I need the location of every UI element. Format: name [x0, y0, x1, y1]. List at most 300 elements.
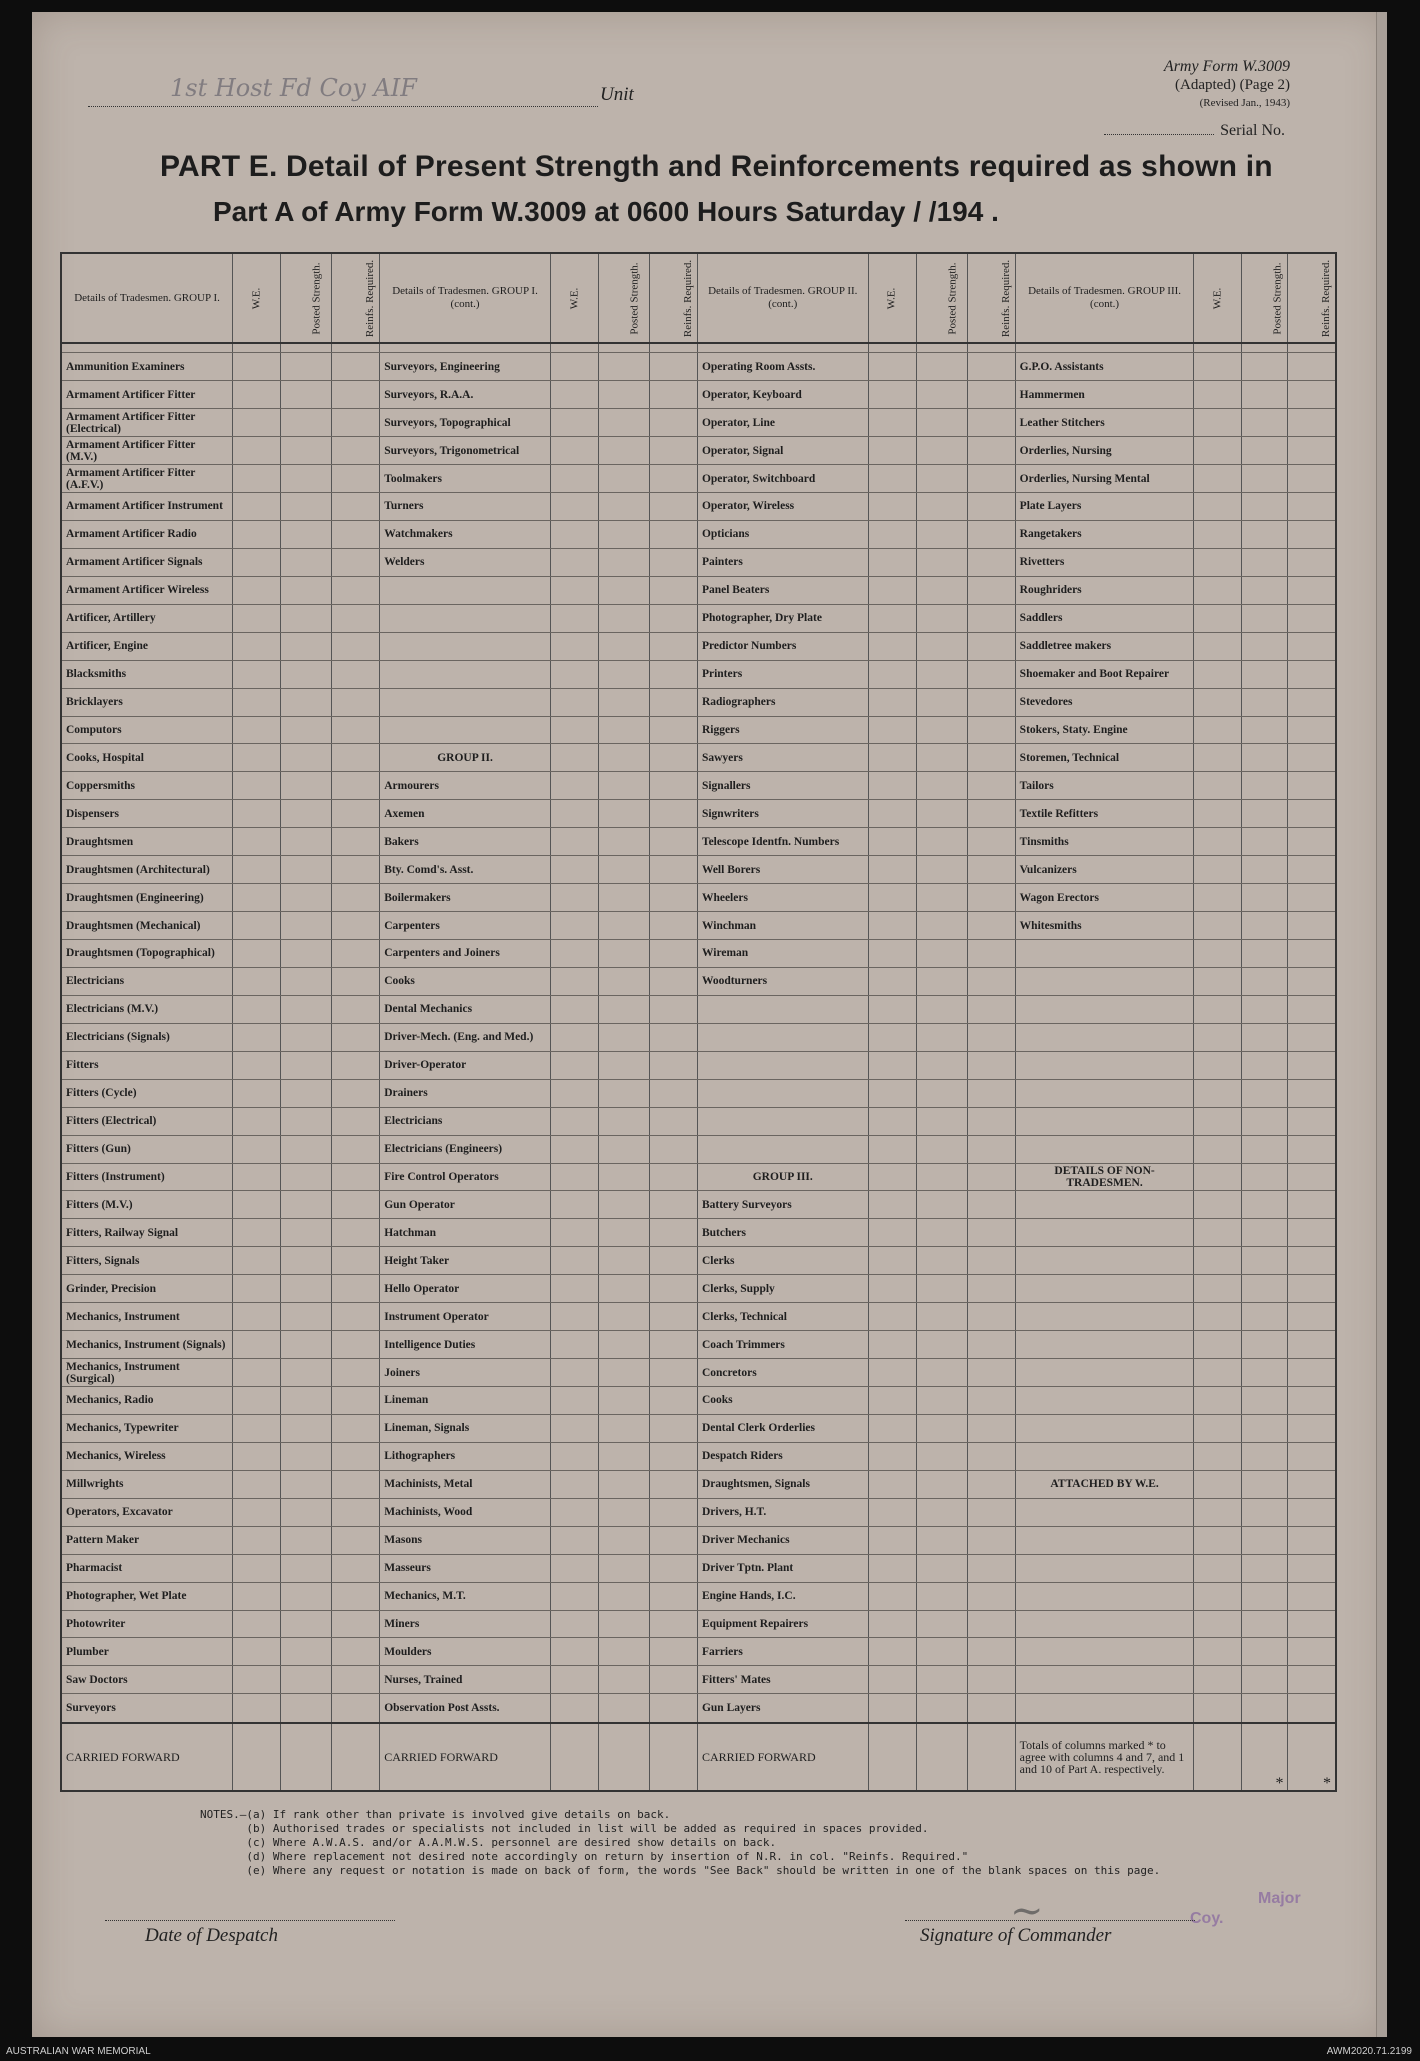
we-cell[interactable] — [868, 576, 916, 604]
posted-cell[interactable] — [916, 828, 967, 856]
posted-cell[interactable] — [1242, 437, 1288, 465]
we-cell[interactable] — [233, 1610, 281, 1638]
we-cell[interactable] — [550, 1107, 598, 1135]
posted-cell[interactable] — [598, 1135, 649, 1163]
reinfs-cell[interactable] — [1288, 1023, 1336, 1051]
reinfs-cell[interactable] — [649, 688, 697, 716]
posted-cell[interactable] — [916, 1694, 967, 1723]
we-cell[interactable] — [233, 1023, 281, 1051]
reinfs-cell[interactable] — [332, 1526, 380, 1554]
we-cell[interactable] — [1194, 409, 1242, 437]
reinfs-cell[interactable] — [1288, 1219, 1336, 1247]
posted-cell[interactable] — [1242, 1582, 1288, 1610]
we-cell[interactable] — [233, 1694, 281, 1723]
reinfs-cell[interactable] — [332, 1359, 380, 1387]
we-cell[interactable] — [550, 1387, 598, 1415]
we-cell[interactable] — [868, 632, 916, 660]
reinfs-cell[interactable] — [967, 437, 1015, 465]
reinfs-cell[interactable] — [967, 660, 1015, 688]
reinfs-cell[interactable] — [967, 1331, 1015, 1359]
we-cell[interactable] — [233, 1470, 281, 1498]
reinfs-cell[interactable] — [649, 1554, 697, 1582]
reinfs-cell[interactable] — [1288, 1554, 1336, 1582]
we-cell[interactable] — [233, 1163, 281, 1191]
we-cell[interactable] — [233, 632, 281, 660]
we-cell[interactable] — [233, 660, 281, 688]
reinfs-cell[interactable] — [649, 632, 697, 660]
posted-cell[interactable] — [598, 1638, 649, 1666]
we-cell[interactable] — [1194, 1442, 1242, 1470]
we-cell[interactable] — [1194, 1638, 1242, 1666]
posted-cell[interactable] — [1242, 353, 1288, 381]
reinfs-cell[interactable] — [649, 1610, 697, 1638]
reinfs-cell[interactable] — [1288, 995, 1336, 1023]
we-cell[interactable] — [1194, 688, 1242, 716]
posted-cell[interactable] — [1242, 828, 1288, 856]
posted-cell[interactable] — [281, 1694, 332, 1723]
we-cell[interactable] — [550, 967, 598, 995]
we-cell[interactable] — [868, 772, 916, 800]
posted-cell[interactable] — [281, 1135, 332, 1163]
reinfs-cell[interactable] — [967, 967, 1015, 995]
reinfs-cell[interactable] — [649, 1219, 697, 1247]
we-cell[interactable] — [233, 1359, 281, 1387]
we-cell[interactable] — [233, 1387, 281, 1415]
we-cell[interactable] — [868, 1275, 916, 1303]
we-cell[interactable] — [550, 1582, 598, 1610]
reinfs-cell[interactable] — [967, 1191, 1015, 1219]
reinfs-cell[interactable] — [332, 381, 380, 409]
reinfs-cell[interactable] — [332, 688, 380, 716]
reinfs-cell[interactable] — [649, 465, 697, 493]
reinfs-cell[interactable] — [649, 800, 697, 828]
we-cell[interactable] — [868, 1638, 916, 1666]
we-cell[interactable] — [233, 1247, 281, 1275]
we-cell[interactable] — [233, 1331, 281, 1359]
posted-cell[interactable] — [1242, 1163, 1288, 1191]
reinfs-cell[interactable] — [332, 856, 380, 884]
posted-cell[interactable] — [281, 1275, 332, 1303]
reinfs-cell[interactable] — [649, 604, 697, 632]
total-we-4[interactable] — [1194, 1723, 1242, 1791]
we-cell[interactable] — [233, 940, 281, 968]
posted-cell[interactable] — [281, 604, 332, 632]
reinfs-cell[interactable] — [332, 912, 380, 940]
posted-cell[interactable] — [1242, 1079, 1288, 1107]
reinfs-cell[interactable] — [332, 1442, 380, 1470]
reinfs-cell[interactable] — [967, 1359, 1015, 1387]
we-cell[interactable] — [868, 1414, 916, 1442]
posted-cell[interactable] — [1242, 1219, 1288, 1247]
we-cell[interactable] — [233, 716, 281, 744]
we-cell[interactable] — [233, 828, 281, 856]
we-cell[interactable] — [550, 1694, 598, 1723]
posted-cell[interactable] — [598, 381, 649, 409]
posted-cell[interactable] — [916, 1414, 967, 1442]
posted-cell[interactable] — [598, 1023, 649, 1051]
reinfs-cell[interactable] — [649, 548, 697, 576]
reinfs-cell[interactable] — [649, 437, 697, 465]
we-cell[interactable] — [550, 688, 598, 716]
posted-cell[interactable] — [916, 1387, 967, 1415]
reinfs-cell[interactable] — [332, 1610, 380, 1638]
posted-cell[interactable] — [598, 548, 649, 576]
reinfs-cell[interactable] — [1288, 660, 1336, 688]
reinfs-cell[interactable] — [967, 1051, 1015, 1079]
reinfs-cell[interactable] — [332, 1638, 380, 1666]
reinfs-cell[interactable] — [332, 744, 380, 772]
we-cell[interactable] — [1194, 912, 1242, 940]
we-cell[interactable] — [550, 1666, 598, 1694]
we-cell[interactable] — [1194, 1247, 1242, 1275]
posted-cell[interactable] — [281, 1554, 332, 1582]
reinfs-cell[interactable] — [332, 940, 380, 968]
we-cell[interactable] — [550, 1051, 598, 1079]
posted-cell[interactable] — [916, 716, 967, 744]
reinfs-cell[interactable] — [649, 1107, 697, 1135]
reinfs-cell[interactable] — [967, 1079, 1015, 1107]
we-cell[interactable] — [233, 800, 281, 828]
reinfs-cell[interactable] — [1288, 576, 1336, 604]
we-cell[interactable] — [550, 576, 598, 604]
we-cell[interactable] — [1194, 1331, 1242, 1359]
we-cell[interactable] — [550, 800, 598, 828]
reinfs-cell[interactable] — [649, 1387, 697, 1415]
we-cell[interactable] — [868, 604, 916, 632]
posted-cell[interactable] — [598, 1414, 649, 1442]
posted-cell[interactable] — [1242, 995, 1288, 1023]
posted-cell[interactable] — [1242, 856, 1288, 884]
total-posted-3[interactable] — [916, 1723, 967, 1791]
reinfs-cell[interactable] — [967, 1498, 1015, 1526]
posted-cell[interactable] — [281, 912, 332, 940]
reinfs-cell[interactable] — [1288, 1275, 1336, 1303]
posted-cell[interactable] — [916, 1331, 967, 1359]
we-cell[interactable] — [868, 912, 916, 940]
we-cell[interactable] — [1194, 884, 1242, 912]
reinfs-cell[interactable] — [649, 1498, 697, 1526]
reinfs-cell[interactable] — [649, 409, 697, 437]
we-cell[interactable] — [1194, 1023, 1242, 1051]
reinfs-cell[interactable] — [649, 1135, 697, 1163]
posted-cell[interactable] — [916, 1666, 967, 1694]
reinfs-cell[interactable] — [1288, 381, 1336, 409]
posted-cell[interactable] — [598, 1554, 649, 1582]
we-cell[interactable] — [868, 856, 916, 884]
posted-cell[interactable] — [598, 995, 649, 1023]
we-cell[interactable] — [868, 1470, 916, 1498]
reinfs-cell[interactable] — [967, 716, 1015, 744]
reinfs-cell[interactable] — [1288, 1051, 1336, 1079]
posted-cell[interactable] — [1242, 1107, 1288, 1135]
we-cell[interactable] — [1194, 1554, 1242, 1582]
reinfs-cell[interactable] — [332, 1554, 380, 1582]
reinfs-cell[interactable] — [332, 409, 380, 437]
reinfs-cell[interactable] — [1288, 409, 1336, 437]
posted-cell[interactable] — [598, 520, 649, 548]
we-cell[interactable] — [233, 772, 281, 800]
posted-cell[interactable] — [598, 1610, 649, 1638]
we-cell[interactable] — [1194, 437, 1242, 465]
posted-cell[interactable] — [1242, 1498, 1288, 1526]
reinfs-cell[interactable] — [967, 1414, 1015, 1442]
posted-cell[interactable] — [281, 1219, 332, 1247]
posted-cell[interactable] — [598, 353, 649, 381]
reinfs-cell[interactable] — [967, 1666, 1015, 1694]
reinfs-cell[interactable] — [332, 1470, 380, 1498]
reinfs-cell[interactable] — [967, 1442, 1015, 1470]
reinfs-cell[interactable] — [332, 1666, 380, 1694]
we-cell[interactable] — [868, 1107, 916, 1135]
we-cell[interactable] — [1194, 1694, 1242, 1723]
reinfs-cell[interactable] — [1288, 1414, 1336, 1442]
we-cell[interactable] — [233, 1638, 281, 1666]
posted-cell[interactable] — [281, 465, 332, 493]
reinfs-cell[interactable] — [332, 1414, 380, 1442]
reinfs-cell[interactable] — [967, 1638, 1015, 1666]
reinfs-cell[interactable] — [649, 856, 697, 884]
reinfs-cell[interactable] — [1288, 1442, 1336, 1470]
total-posted-2[interactable] — [598, 1723, 649, 1791]
reinfs-cell[interactable] — [1288, 1526, 1336, 1554]
reinfs-cell[interactable] — [649, 493, 697, 521]
we-cell[interactable] — [868, 409, 916, 437]
reinfs-cell[interactable] — [1288, 1694, 1336, 1723]
we-cell[interactable] — [233, 1051, 281, 1079]
reinfs-cell[interactable] — [649, 1694, 697, 1723]
posted-cell[interactable] — [281, 1442, 332, 1470]
we-cell[interactable] — [1194, 660, 1242, 688]
posted-cell[interactable] — [1242, 1359, 1288, 1387]
reinfs-cell[interactable] — [1288, 1163, 1336, 1191]
posted-cell[interactable] — [281, 1331, 332, 1359]
we-cell[interactable] — [868, 1331, 916, 1359]
reinfs-cell[interactable] — [649, 967, 697, 995]
posted-cell[interactable] — [916, 520, 967, 548]
posted-cell[interactable] — [1242, 1275, 1288, 1303]
reinfs-cell[interactable] — [967, 744, 1015, 772]
posted-cell[interactable] — [1242, 1023, 1288, 1051]
total-reinfs-3[interactable] — [967, 1723, 1015, 1791]
total-we-2[interactable] — [550, 1723, 598, 1791]
posted-cell[interactable] — [598, 744, 649, 772]
we-cell[interactable] — [233, 912, 281, 940]
we-cell[interactable] — [233, 548, 281, 576]
reinfs-cell[interactable] — [332, 576, 380, 604]
reinfs-cell[interactable] — [1288, 1135, 1336, 1163]
reinfs-cell[interactable] — [967, 1470, 1015, 1498]
reinfs-cell[interactable] — [1288, 520, 1336, 548]
posted-cell[interactable] — [598, 828, 649, 856]
we-cell[interactable] — [233, 744, 281, 772]
reinfs-cell[interactable] — [1288, 1247, 1336, 1275]
posted-cell[interactable] — [281, 632, 332, 660]
reinfs-cell[interactable] — [1288, 800, 1336, 828]
reinfs-cell[interactable] — [1288, 967, 1336, 995]
we-cell[interactable] — [868, 884, 916, 912]
we-cell[interactable] — [1194, 744, 1242, 772]
reinfs-cell[interactable] — [967, 1610, 1015, 1638]
we-cell[interactable] — [550, 1247, 598, 1275]
we-cell[interactable] — [233, 1107, 281, 1135]
reinfs-cell[interactable] — [967, 353, 1015, 381]
reinfs-cell[interactable] — [967, 1135, 1015, 1163]
posted-cell[interactable] — [281, 520, 332, 548]
reinfs-cell[interactable] — [967, 1387, 1015, 1415]
we-cell[interactable] — [550, 744, 598, 772]
posted-cell[interactable] — [281, 409, 332, 437]
posted-cell[interactable] — [1242, 409, 1288, 437]
posted-cell[interactable] — [281, 548, 332, 576]
reinfs-cell[interactable] — [967, 465, 1015, 493]
reinfs-cell[interactable] — [967, 520, 1015, 548]
posted-cell[interactable] — [916, 604, 967, 632]
posted-cell[interactable] — [1242, 1414, 1288, 1442]
posted-cell[interactable] — [281, 1666, 332, 1694]
reinfs-cell[interactable] — [649, 995, 697, 1023]
reinfs-cell[interactable] — [1288, 1359, 1336, 1387]
we-cell[interactable] — [550, 1163, 598, 1191]
posted-cell[interactable] — [1242, 967, 1288, 995]
posted-cell[interactable] — [916, 912, 967, 940]
posted-cell[interactable] — [916, 1079, 967, 1107]
reinfs-cell[interactable] — [967, 493, 1015, 521]
posted-cell[interactable] — [281, 1247, 332, 1275]
posted-cell[interactable] — [598, 1694, 649, 1723]
posted-cell[interactable] — [281, 1023, 332, 1051]
we-cell[interactable] — [550, 548, 598, 576]
we-cell[interactable] — [233, 604, 281, 632]
posted-cell[interactable] — [1242, 576, 1288, 604]
reinfs-cell[interactable] — [332, 884, 380, 912]
reinfs-cell[interactable] — [332, 1247, 380, 1275]
we-cell[interactable] — [550, 1191, 598, 1219]
reinfs-cell[interactable] — [1288, 353, 1336, 381]
we-cell[interactable] — [1194, 1079, 1242, 1107]
we-cell[interactable] — [868, 353, 916, 381]
reinfs-cell[interactable] — [649, 520, 697, 548]
we-cell[interactable] — [1194, 1191, 1242, 1219]
reinfs-cell[interactable] — [1288, 1303, 1336, 1331]
posted-cell[interactable] — [1242, 912, 1288, 940]
posted-cell[interactable] — [598, 1191, 649, 1219]
reinfs-cell[interactable] — [332, 1275, 380, 1303]
posted-cell[interactable] — [598, 1303, 649, 1331]
reinfs-cell[interactable] — [332, 716, 380, 744]
reinfs-cell[interactable] — [332, 660, 380, 688]
reinfs-cell[interactable] — [649, 1275, 697, 1303]
reinfs-cell[interactable] — [967, 381, 1015, 409]
we-cell[interactable] — [1194, 1275, 1242, 1303]
we-cell[interactable] — [1194, 1470, 1242, 1498]
posted-cell[interactable] — [598, 1442, 649, 1470]
reinfs-cell[interactable] — [332, 800, 380, 828]
reinfs-cell[interactable] — [332, 604, 380, 632]
we-cell[interactable] — [233, 884, 281, 912]
we-cell[interactable] — [868, 1163, 916, 1191]
we-cell[interactable] — [1194, 576, 1242, 604]
reinfs-cell[interactable] — [649, 940, 697, 968]
posted-cell[interactable] — [281, 353, 332, 381]
reinfs-cell[interactable] — [649, 884, 697, 912]
posted-cell[interactable] — [1242, 772, 1288, 800]
posted-cell[interactable] — [916, 1303, 967, 1331]
posted-cell[interactable] — [1242, 1470, 1288, 1498]
we-cell[interactable] — [550, 604, 598, 632]
we-cell[interactable] — [550, 1135, 598, 1163]
reinfs-cell[interactable] — [967, 604, 1015, 632]
we-cell[interactable] — [868, 1526, 916, 1554]
reinfs-cell[interactable] — [332, 548, 380, 576]
posted-cell[interactable] — [281, 828, 332, 856]
posted-cell[interactable] — [598, 800, 649, 828]
we-cell[interactable] — [1194, 1498, 1242, 1526]
we-cell[interactable] — [868, 660, 916, 688]
posted-cell[interactable] — [281, 660, 332, 688]
posted-cell[interactable] — [1242, 1442, 1288, 1470]
we-cell[interactable] — [233, 465, 281, 493]
reinfs-cell[interactable] — [332, 1107, 380, 1135]
posted-cell[interactable] — [1242, 1051, 1288, 1079]
posted-cell[interactable] — [598, 1582, 649, 1610]
reinfs-cell[interactable] — [967, 884, 1015, 912]
we-cell[interactable] — [1194, 548, 1242, 576]
reinfs-cell[interactable] — [332, 1694, 380, 1723]
posted-cell[interactable] — [1242, 548, 1288, 576]
posted-cell[interactable] — [281, 1303, 332, 1331]
we-cell[interactable] — [550, 828, 598, 856]
reinfs-cell[interactable] — [967, 1694, 1015, 1723]
posted-cell[interactable] — [1242, 1303, 1288, 1331]
we-cell[interactable] — [550, 995, 598, 1023]
we-cell[interactable] — [233, 1079, 281, 1107]
reinfs-cell[interactable] — [649, 716, 697, 744]
we-cell[interactable] — [1194, 1666, 1242, 1694]
posted-cell[interactable] — [598, 1079, 649, 1107]
reinfs-cell[interactable] — [967, 409, 1015, 437]
posted-cell[interactable] — [916, 688, 967, 716]
posted-cell[interactable] — [598, 1219, 649, 1247]
posted-cell[interactable] — [1242, 688, 1288, 716]
posted-cell[interactable] — [916, 409, 967, 437]
we-cell[interactable] — [868, 800, 916, 828]
we-cell[interactable] — [550, 1359, 598, 1387]
we-cell[interactable] — [550, 856, 598, 884]
we-cell[interactable] — [233, 1442, 281, 1470]
we-cell[interactable] — [550, 1498, 598, 1526]
we-cell[interactable] — [1194, 716, 1242, 744]
reinfs-cell[interactable] — [649, 1526, 697, 1554]
reinfs-cell[interactable] — [1288, 1610, 1336, 1638]
reinfs-cell[interactable] — [332, 437, 380, 465]
we-cell[interactable] — [868, 1582, 916, 1610]
we-cell[interactable] — [233, 493, 281, 521]
we-cell[interactable] — [550, 1275, 598, 1303]
reinfs-cell[interactable] — [967, 1554, 1015, 1582]
posted-cell[interactable] — [1242, 1610, 1288, 1638]
reinfs-cell[interactable] — [649, 1191, 697, 1219]
we-cell[interactable] — [1194, 381, 1242, 409]
we-cell[interactable] — [1194, 632, 1242, 660]
posted-cell[interactable] — [916, 772, 967, 800]
posted-cell[interactable] — [1242, 660, 1288, 688]
reinfs-cell[interactable] — [1288, 493, 1336, 521]
posted-cell[interactable] — [916, 856, 967, 884]
we-cell[interactable] — [550, 1470, 598, 1498]
posted-cell[interactable] — [598, 409, 649, 437]
posted-cell[interactable] — [1242, 520, 1288, 548]
posted-cell[interactable] — [1242, 493, 1288, 521]
